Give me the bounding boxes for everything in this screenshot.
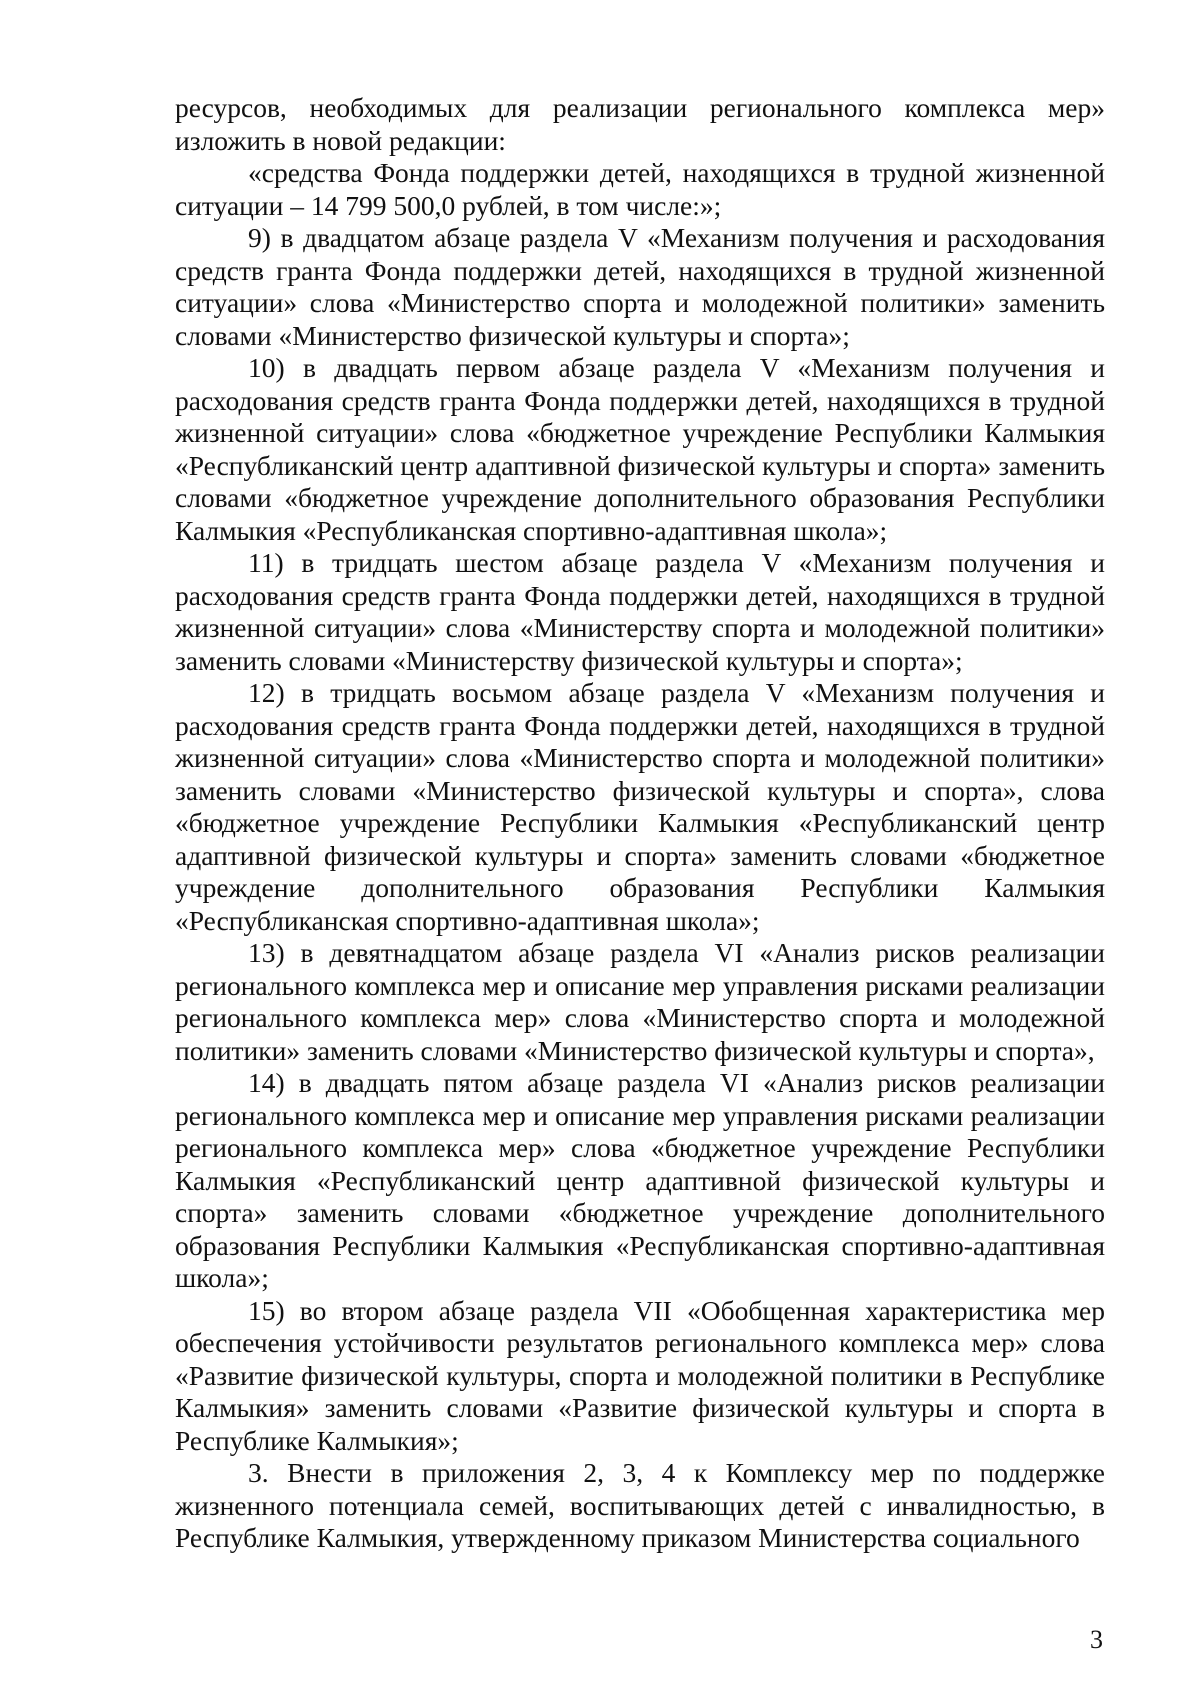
paragraph-item-13: 13) в девятнадцатом абзаце раздела VI «Анализ рисков реализации регионального комплекса мер и описание мер управления рисками реализации регионального комплекса мер» слова «Министерство спорта и молодежной политики» заменить словами «Министерство физической культуры и спорта», (175, 937, 1105, 1066)
paragraph-item-10: 10) в двадцать первом абзаце раздела V «Механизм получения и расходования средств гранта Фонда поддержки детей, находящихся в трудной жизненной ситуации» слова «бюджетное учреждение Республики Калмыкия «Республиканский центр адаптивной физической культуры и спорта» заменить словами «бюджетное учреждение дополнительного образования Республики Калмыкия «Республиканская спортивно-адаптивная школа»; (175, 352, 1105, 546)
document-body (175, 92, 1105, 1555)
paragraph-item-12: 12) в тридцать восьмом абзаце раздела V «Механизм получения и расходования средств гранта Фонда поддержки детей, находящихся в трудной жизненной ситуации» слова «Министерство спорта и молодежной политики» заменить словами «Министерство физической культуры и спорта», слова «бюджетное учреждение Республики Калмыкия «Республиканский центр адаптивной физической культуры и спорта» заменить словами «бюджетное учреждение дополнительного образования Республики Калмыкия «Республиканская спортивно-адаптивная школа»; (175, 677, 1105, 936)
paragraph-item-15: 15) во втором абзаце раздела VII «Обобщенная характеристика мер обеспечения устойчивости результатов регионального комплекса мер» слова «Развитие физической культуры, спорта и молодежной политики в Республике Калмыкия» заменить словами «Развитие физической культуры и спорта в Республике Калмыкия»; (175, 1294, 1105, 1456)
paragraph-section-3: 3. Внести в приложения 2, 3, 4 к Комплексу мер по поддержке жизненного потенциала семей, воспитывающих детей с инвалидностью, в Республике Калмыкия, утвержденному приказом Министерства социального (175, 1457, 1105, 1553)
paragraph-item-14: 14) в двадцать пятом абзаце раздела VI «Анализ рисков реализации регионального комплекса мер и описание мер управления рисками реализации регионального комплекса мер» слова «бюджетное учреждение Республики Калмыкия «Республиканский центр адаптивной физической культуры и спорта» заменить словами «бюджетное учреждение дополнительного образования Республики Калмыкия «Республиканская спортивно-адаптивная школа»; (175, 1067, 1105, 1293)
page-number: 3 (1090, 1625, 1103, 1654)
paragraph-quoted-funds: «средства Фонда поддержки детей, находящихся в трудной жизненной ситуации – 14 799 500,0 рублей, в том числе:»; (175, 157, 1105, 221)
paragraph-item-9: 9) в двадцатом абзаце раздела V «Механизм получения и расходования средств гранта Фонда поддержки детей, находящихся в трудной жизненной ситуации» слова «Министерство спорта и молодежной политики» заменить словами «Министерство физической культуры и спорта»; (175, 222, 1105, 351)
paragraph-continuation: ресурсов, необходимых для реализации регионального комплекса мер» изложить в новой редакции: (175, 92, 1105, 156)
paragraph-item-11: 11) в тридцать шестом абзаце раздела V «Механизм получения и расходования средств гранта Фонда поддержки детей, находящихся в трудной жизненной ситуации» слова «Министерству спорта и молодежной политики» заменить словами «Министерству физической культуры и спорта»; (175, 547, 1105, 676)
